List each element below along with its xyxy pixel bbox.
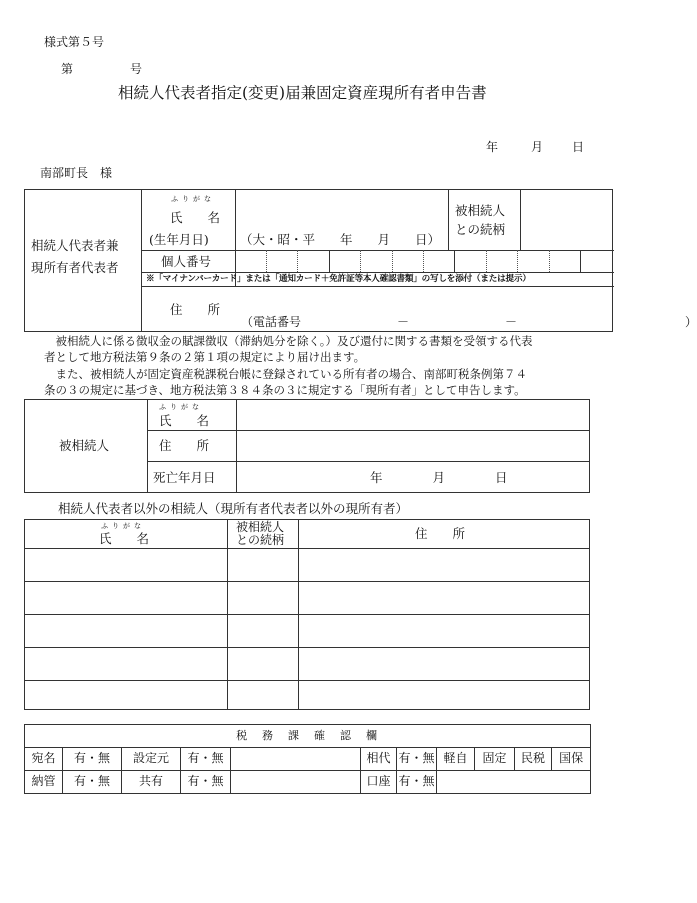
tax-office-table [24,724,591,794]
date-year-label: 年 [486,140,499,154]
tax-cell-keiji[interactable]: 軽自 [437,748,475,771]
rep-birth-value: （大・昭・平 年 月 日） [240,232,441,247]
addressee: 南部町長 様 [40,166,113,180]
rep-address-label: 住 所 [170,302,221,317]
tax-blank-3[interactable] [437,771,591,794]
date-day-label: 日 [572,140,585,154]
rep-name-input[interactable] [236,190,448,230]
rep-side-label-1: 相続人代表者兼 [31,238,119,253]
tax-blank-1[interactable] [231,748,361,771]
tax-toggle-soudai[interactable]: 有・無 [397,748,437,771]
tax-cell-soudai: 相代 [361,748,397,771]
heirs-furigana-label: ふりがな [101,522,145,530]
heirs-address-header: 住 所 [415,526,466,541]
tax-toggle-atena[interactable]: 有・無 [63,748,122,771]
tax-cell-kotei[interactable]: 固定 [475,748,515,771]
rep-name-label: 氏 名 [170,210,221,225]
rep-relation-label-1: 被相続人 [455,203,506,218]
rep-relation-label-2: との続柄 [455,222,506,237]
heirs-row-2[interactable] [25,582,589,614]
form-number: 様式第５号 [44,35,105,49]
heirs-name-header: 氏 名 [99,531,150,546]
tax-toggle-noukan[interactable]: 有・無 [63,771,122,794]
paragraph-2-line-1: また、被相続人が固定資産税課税台帳に登録されている所有者の場合、南部町税条例第７４ [44,367,527,381]
tax-section-title: 税 務 課 確 認 欄 [25,725,591,748]
rep-furigana-label: ふりがな [171,195,215,203]
heirs-table [24,519,590,710]
heirs-heading: 相続人代表者以外の相続人（現所有者代表者以外の現所有者） [58,501,409,516]
heirs-row-4[interactable] [25,648,589,680]
heirs-row-5[interactable] [25,681,589,709]
rep-address-input[interactable] [236,287,614,313]
tax-cell-setteimoto: 設定元 [122,748,181,771]
tax-cell-kokuho[interactable]: 国保 [552,748,591,771]
deceased-name-label: 氏 名 [159,413,210,428]
rep-side-label-2: 現所有者代表者 [31,260,119,275]
tax-cell-noukan: 納管 [25,771,63,794]
tax-cell-minzei[interactable]: 民税 [515,748,552,771]
paragraph-1-line-1: 被相続人に係る徴収金の賦課徴収（滞納処分を除く。）及び還付に関する書類を受領する代表 [44,334,533,348]
heirs-relation-header-2: との続柄 [236,533,285,547]
rep-phone-value: （電話番号 － － ） [241,315,697,329]
deceased-address-label: 住 所 [159,438,210,453]
number-prefix: 第 [61,62,74,76]
rep-my-number-note: ※「マイナンバーカード」または「通知カード＋免許証等本人確認書類」の写しを添付（または提示） [146,274,531,284]
heirs-relation-header-1: 被相続人 [236,520,285,534]
tax-cell-kouza: 口座 [361,771,397,794]
number-suffix: 号 [130,62,143,76]
date-month-label: 月 [531,140,544,154]
tax-toggle-kouza[interactable]: 有・無 [397,771,437,794]
my-number-boxes[interactable] [235,250,614,272]
tax-cell-kyouyuu: 共有 [122,771,181,794]
deceased-death-value[interactable]: 年 月 日 [370,470,508,485]
deceased-address-input[interactable] [237,431,589,461]
deceased-section [24,399,590,493]
paragraph-2-line-2: 条の３の規定に基づき、地方税法第３８４条の３に規定する「現所有者」として申告します。 [44,383,526,397]
paragraph-1-line-2: 者として地方税法第９条の２第１項の規定により届け出ます。 [44,350,366,364]
tax-toggle-kyouyuu[interactable]: 有・無 [181,771,231,794]
page-title: 相続人代表者指定(変更)届兼固定資産現所有者申告書 [118,84,487,102]
heirs-row-1[interactable] [25,549,589,581]
deceased-side-label: 被相続人 [59,438,110,453]
rep-my-number-label: 個人番号 [161,254,212,269]
heirs-row-3[interactable] [25,615,589,647]
deceased-death-label: 死亡年月日 [153,470,216,485]
deceased-name-input[interactable] [237,400,589,430]
rep-relation-input[interactable] [521,190,614,250]
tax-blank-2[interactable] [231,771,361,794]
tax-toggle-setteimoto[interactable]: 有・無 [181,748,231,771]
representative-section [24,189,697,332]
tax-cell-atena: 宛名 [25,748,63,771]
deceased-furigana-label: ふりがな [159,403,203,411]
rep-birth-label: (生年月日) [149,232,209,247]
